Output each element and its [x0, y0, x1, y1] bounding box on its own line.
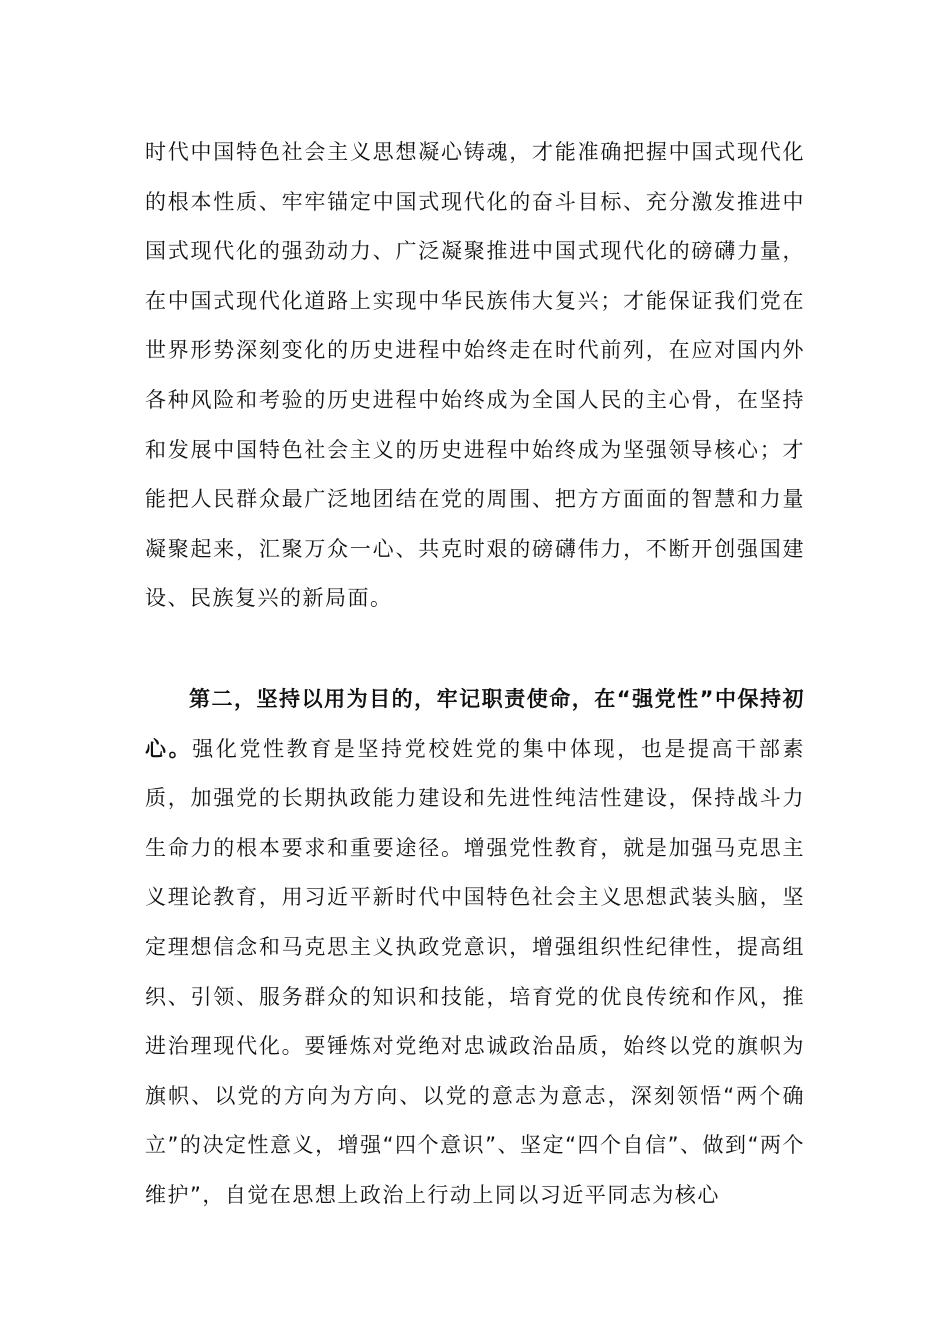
body-paragraph-2 [145, 675, 805, 1221]
paragraph-2-heading: 第二，坚持以用为目的，牢记职责使命，在“强党性”中保持初心。 [145, 687, 805, 761]
paragraph-2-text: 强化党性教育是坚持党校姓党的集中体现，也是提高干部素质，加强党的长期执政能力建设和先进性纯洁性建设，保持战斗力生命力的根本要求和重要途径。增强党性教育，就是加强马克思主义理论教育，用习近平新时代中国特色社会主义思想武装头脑，坚定理想信念和马克思主义执政党意识，增强组织性纪律性，提高组织、引领、服务群众的知识和技能，培育党的优良传统和作风，推进治理现代化。要锤炼对党绝对忠诚政治品质，始终以党的旗帜为旗帜、以党的方向为方向、以党的意志为意志，深刻领悟“两个确立”的决定性意义，增强“四个意识”、坚定“四个自信”、做到“两个维护”，自觉在思想上政治上行动上同以习近平同志为核心 [145, 736, 806, 1207]
body-paragraph-1 [145, 128, 805, 624]
paragraph-1-text: 时代中国特色社会主义思想凝心铸魂，才能准确把握中国式现代化的根本性质、牢牢锚定中国式现代化的奋斗目标、充分激发推进中国式现代化的强劲动力、广泛凝聚推进中国式现代化的磅礴力量，在中国式现代化道路上实现中华民族伟大复兴；才能保证我们党在世界形势深刻变化的历史进程中始终走在时代前列，在应对国内外各种风险和考验的历史进程中始终成为全国人民的主心骨，在坚持和发展中国特色社会主义的历史进程中始终成为坚强领导核心；才能把人民群众最广泛地团结在党的周围、把方方面面的智慧和力量凝聚起来，汇聚万众一心、共克时艰的磅礴伟力，不断开创强国建设、民族复兴的新局面。 [145, 140, 805, 611]
